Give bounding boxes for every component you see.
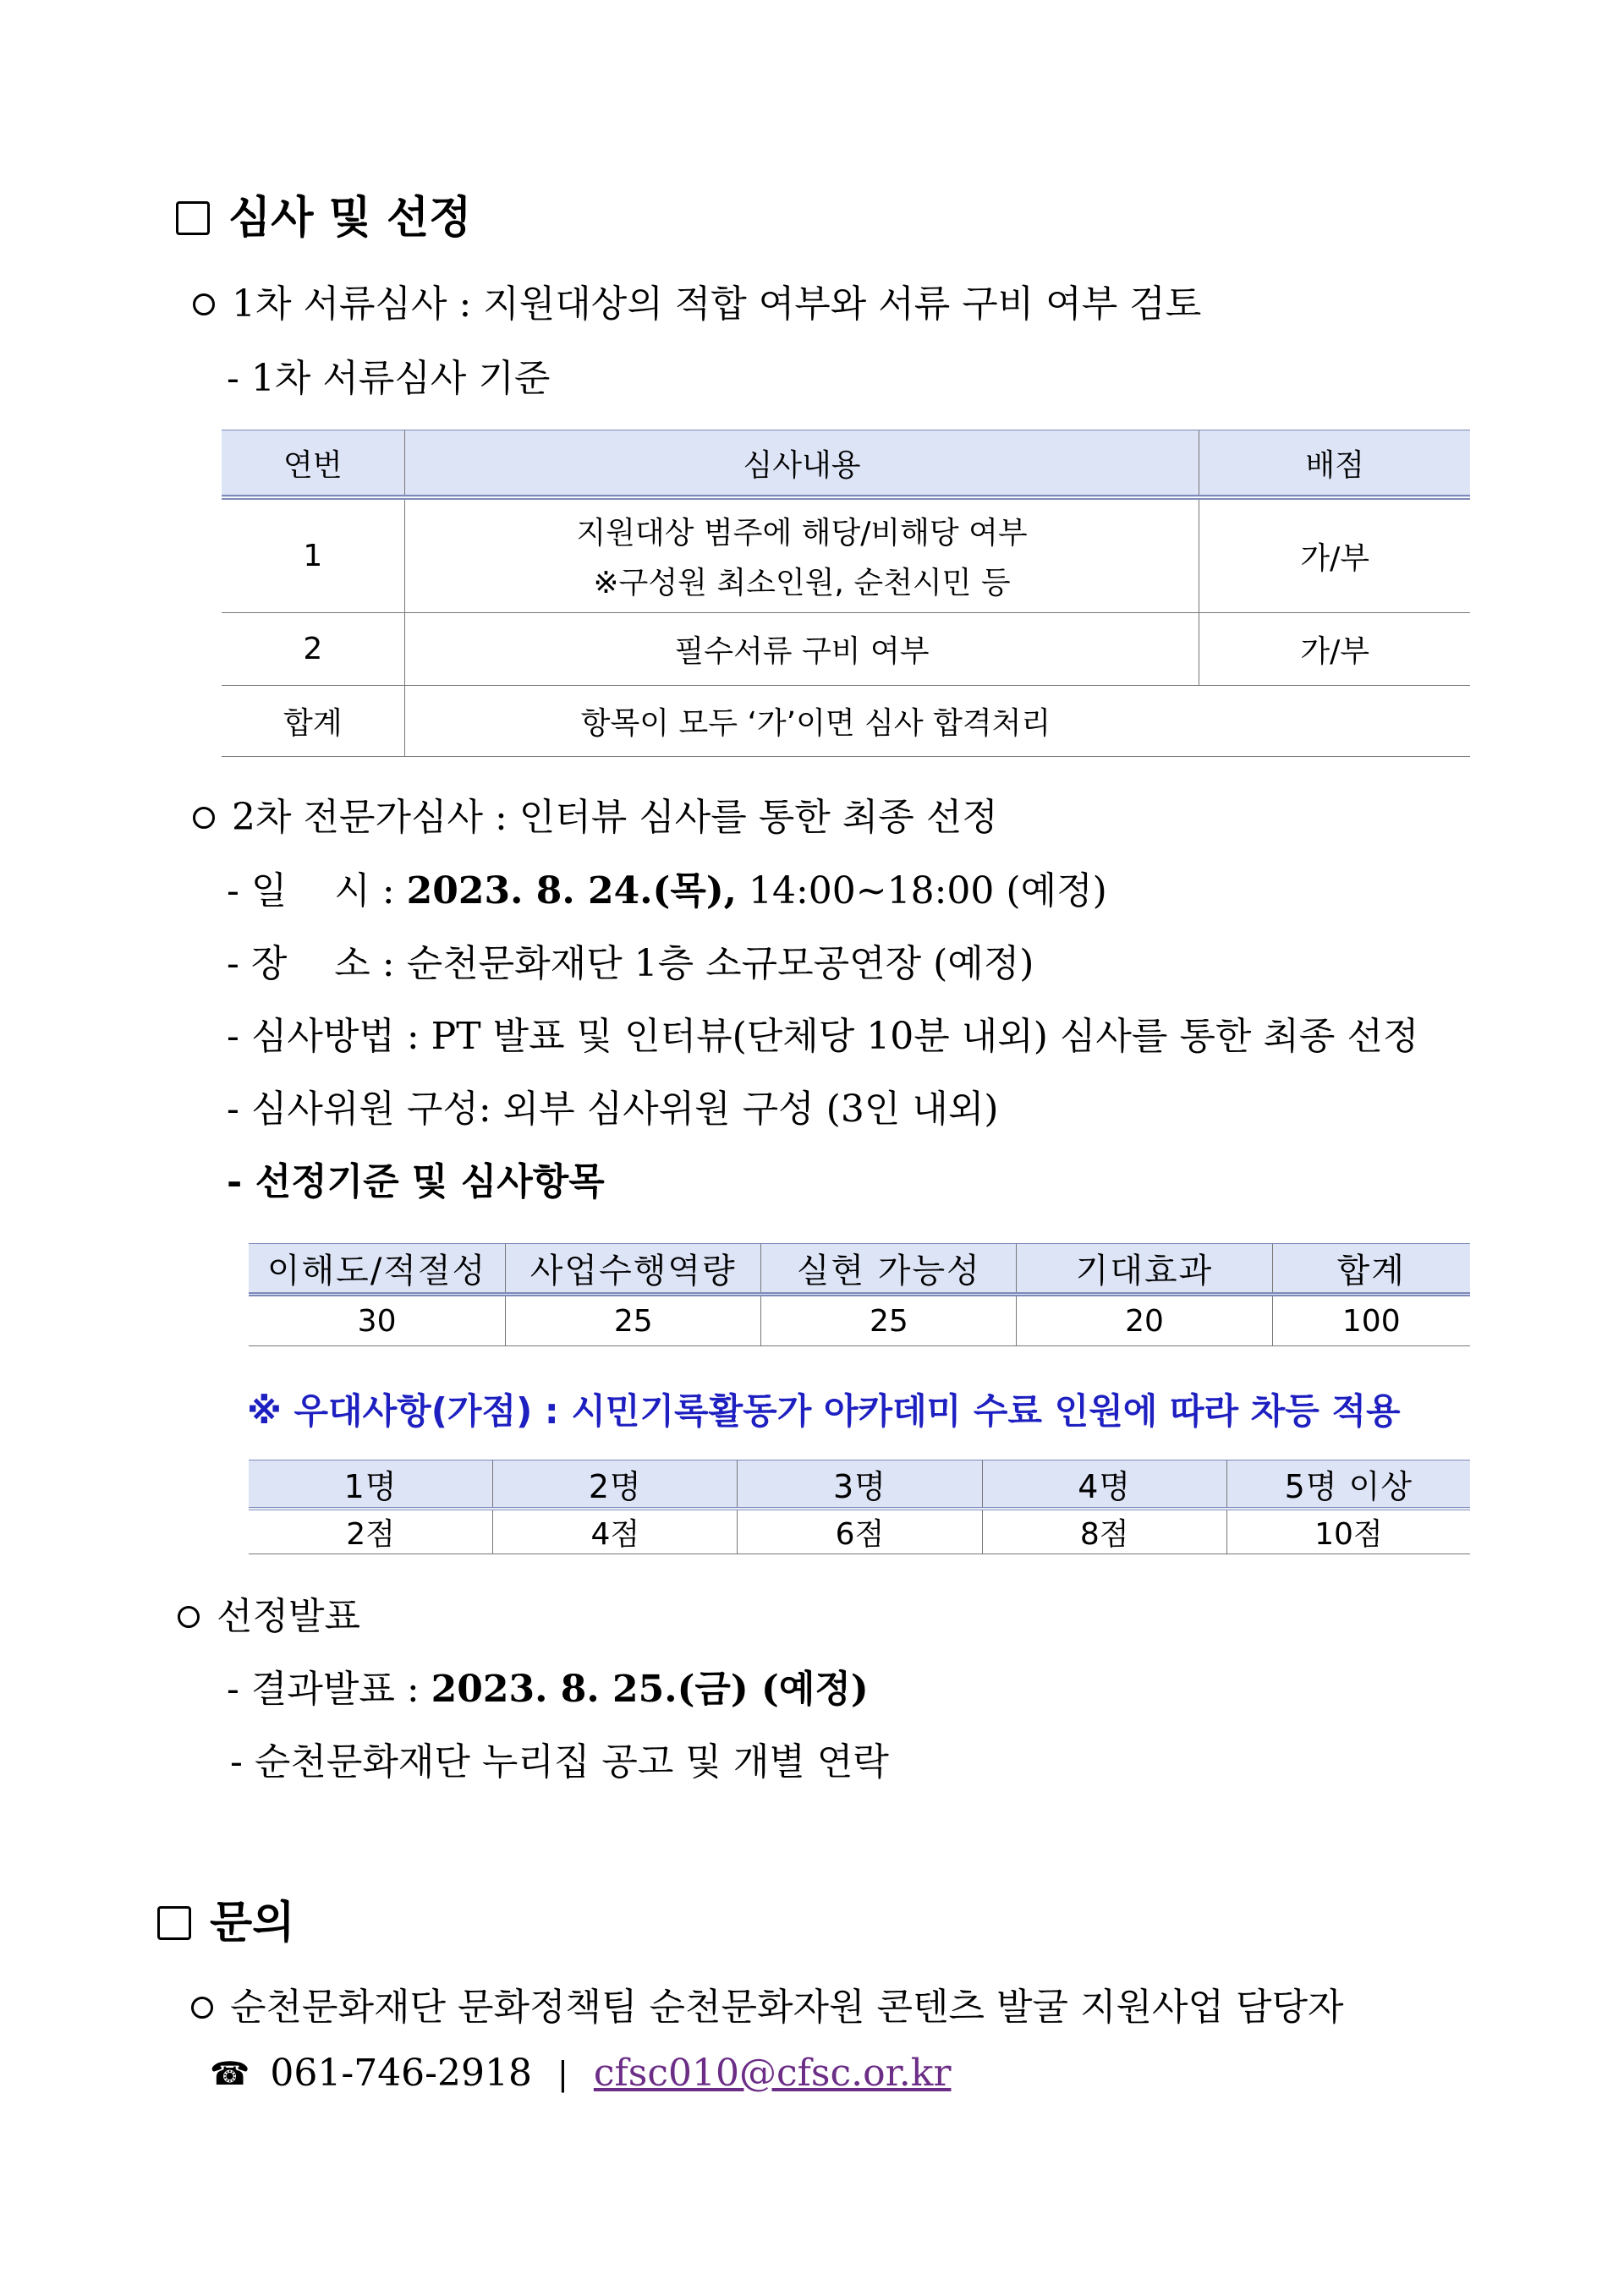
section-heading-inquiry — [157, 1898, 295, 1948]
table-header: 합계 — [1272, 1244, 1470, 1295]
table-header: 3명 — [738, 1460, 982, 1510]
stage2-date: - 일 시 : 2023. 8. 24.(목), 14:00~18:00 (예정) — [227, 869, 1107, 912]
separator: | — [557, 2055, 568, 2092]
section-title: 심사 및 선정 — [228, 193, 472, 244]
table-header: 배점 — [1199, 430, 1470, 498]
section-heading-review — [176, 193, 472, 244]
table-row: 2점 4점 6점 8점 10점 — [249, 1509, 1470, 1554]
bonus-notice: ※ 우대사항(가점) : 시민기록활동가 아카데미 수료 인원에 따라 차등 적용 — [247, 1390, 1401, 1432]
selection-criteria-table — [249, 1243, 1470, 1346]
bonus-points-table — [249, 1460, 1470, 1554]
table-header: 2명 — [493, 1460, 738, 1510]
table-header: 4명 — [982, 1460, 1226, 1510]
table-row: 1 지원대상 범주에 해당/비해당 여부 ※구성원 최소인원, 순천시민 등 가/부 — [222, 497, 1470, 612]
table-header: 기대효과 — [1017, 1244, 1272, 1295]
contact-line: 순천문화재단 문화정책팀 순천문화자원 콘텐츠 발굴 지원사업 담당자 — [191, 1989, 1344, 2026]
table-header: 5명 이상 — [1226, 1460, 1470, 1510]
stage2-members: - 심사위원 구성: 외부 심사위원 구성 (3인 내외) — [227, 1088, 999, 1131]
circle-bullet-icon — [193, 293, 215, 315]
stage2-criteria-label: - 선정기준 및 심사항목 — [227, 1160, 605, 1203]
stage2-method: - 심사방법 : PT 발표 및 인터뷰(단체당 10분 내외) 심사를 통한 최종 선정 — [227, 1015, 1419, 1058]
stage2-heading: 2차 전문가심사 : 인터뷰 심사를 통한 최종 선정 — [193, 799, 998, 836]
circle-bullet-icon — [191, 1997, 213, 2019]
stage1-heading: 1차 서류심사 : 지원대상의 적합 여부와 서류 구비 여부 검토 — [193, 286, 1201, 323]
table-header: 사업수행역량 — [506, 1244, 761, 1295]
phone-number: 061-746-2918 — [270, 2052, 533, 2095]
stage2-place: - 장 소 : 순천문화재단 1층 소규모공연장 (예정) — [227, 942, 1034, 985]
table-header: 연번 — [222, 430, 404, 498]
checkbox-square-icon — [176, 201, 210, 235]
table-row: 30 25 25 20 100 — [249, 1295, 1470, 1346]
announce-result: - 결과발표 : 2023. 8. 25.(금) (예정) — [227, 1668, 869, 1711]
table-row: 합계 항목이 모두 ‘가’이면 심사 합격처리 — [222, 685, 1470, 756]
table-header: 이해도/적절성 — [249, 1244, 506, 1295]
table-row: 2 필수서류 구비 여부 가/부 — [222, 612, 1470, 685]
email-link[interactable]: cfsc010@cfsc.or.kr — [593, 2052, 952, 2095]
phone-icon: ☎ — [210, 2055, 250, 2092]
table-header: 실현 가능성 — [761, 1244, 1017, 1295]
announce-heading: 선정발표 — [178, 1598, 360, 1636]
announce-notice: - 순천문화재단 누리집 공고 및 개별 연락 — [230, 1740, 889, 1784]
stage1-criteria-table — [222, 430, 1470, 757]
table-header: 1명 — [249, 1460, 493, 1510]
table-header: 심사내용 — [404, 430, 1199, 498]
circle-bullet-icon — [193, 807, 215, 829]
circle-bullet-icon — [178, 1606, 200, 1628]
stage1-sub: - 1차 서류심사 기준 — [227, 357, 551, 400]
section-title: 문의 — [210, 1898, 295, 1948]
contact-details — [210, 2052, 952, 2095]
checkbox-square-icon — [157, 1906, 191, 1940]
